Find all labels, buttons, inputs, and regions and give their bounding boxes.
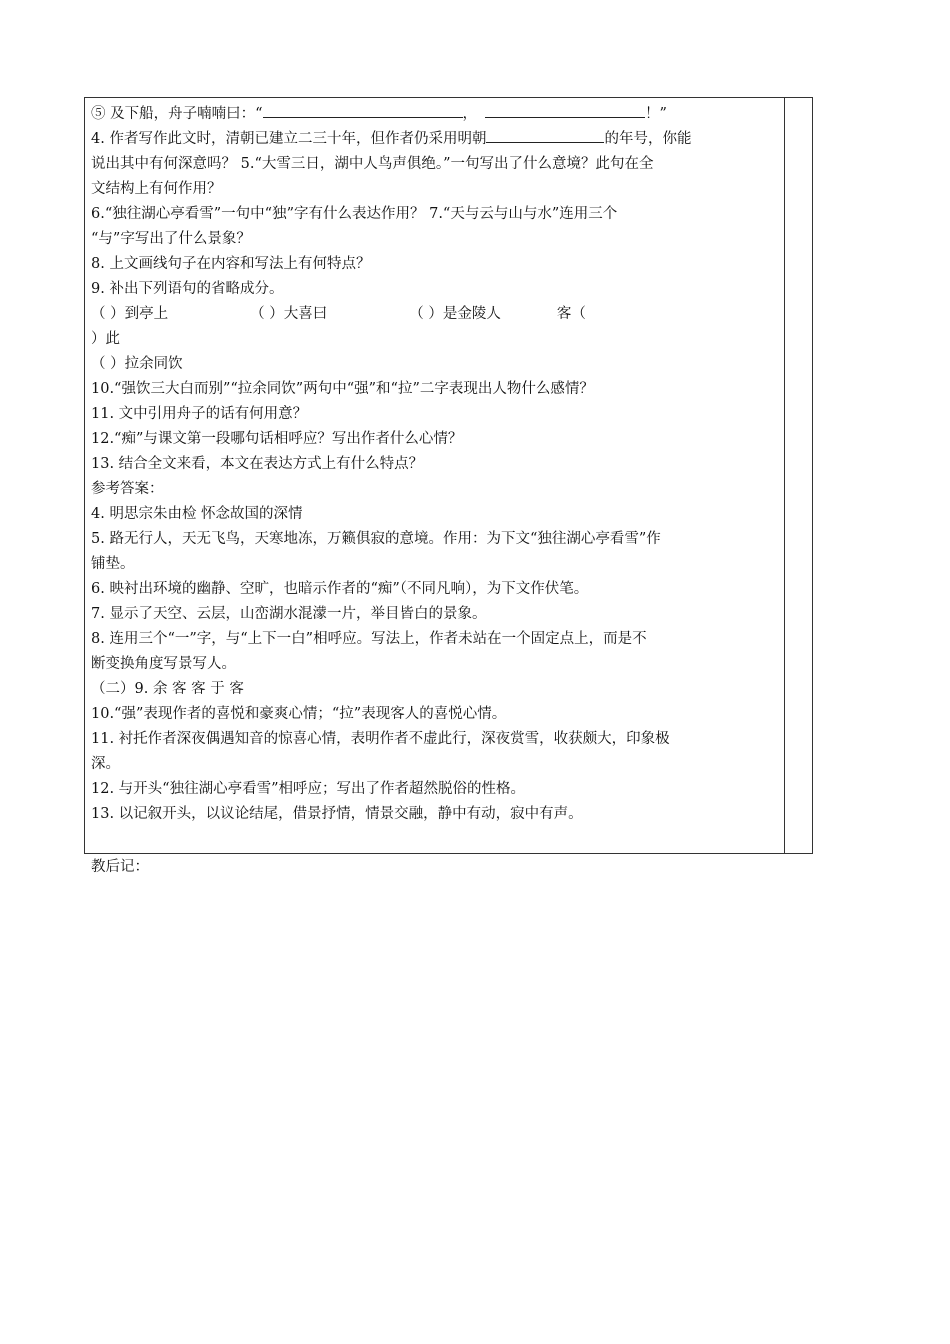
question-9-blanks-row-3 (91, 352, 777, 377)
question-11: 11. 文中引用舟子的话有何用意？ (91, 406, 308, 422)
q4-text-after: 的年号，你能 (604, 131, 692, 147)
question-4-line-2: 说出其中有何深意吗？ 5.“大雪三日，湖中人鸟声俱绝。”一句写出了什么意境？此句在全 (91, 156, 654, 172)
q5-comma: ， (462, 106, 478, 122)
q9-blank-6: （ ）拉余同饮 (91, 356, 183, 372)
question-9: 9. 补出下列语句的省略成分。 (91, 281, 284, 297)
q5-prefix: ⑤ 及下船，舟子喃喃曰：“ (91, 106, 263, 122)
q9-blank-4: 客（ (556, 306, 586, 322)
question-6-line-1: 6.“独往湖心亭看雪”一句中“独”字有什么表达作用？ 7.“天与云与山与水”连用三个 (91, 206, 618, 222)
question-13: 13. 结合全文来看，本文在表达方式上有什么特点？ (91, 456, 424, 472)
question-4-line-1 (91, 127, 777, 152)
answer-5-line-2: 铺垫。 (91, 556, 135, 572)
answer-11-line-1: 11. 衬托作者深夜偶遇知音的惊喜心情，表明作者不虚此行，深夜赏雪，收获颇大，印象极 (91, 731, 670, 747)
question-10: 10.“强饮三大白而别”“拉余同饮”两句中“强”和“拉”二字表现出人物什么感情？ (91, 381, 594, 397)
side-column (784, 98, 812, 853)
answer-11-line-2: 深。 (91, 756, 120, 772)
post-lesson-notes-label: 教后记： (91, 859, 149, 875)
question-4-line-3: 文结构上有何作用？ (91, 181, 222, 197)
answer-8-line-2: 断变换角度写景写人。 (91, 656, 236, 672)
q9-blank-3: （ ）是金陵人 (409, 306, 501, 322)
answer-8-line-1: 8. 连用三个“一”字，与“上下一白”相呼应。写法上，作者未站在一个固定点上，而是不 (91, 631, 647, 647)
q9-blank-2: （ ）大喜曰 (250, 306, 328, 322)
q5-suffix: ！” (645, 106, 667, 122)
answer-13: 13. 以记叙开头，以议论结尾，借景抒情，情景交融，静中有动，寂中有声。 (91, 806, 583, 822)
answers-heading: 参考答案： (91, 481, 164, 497)
answer-9: （二）9. 余 客 客 于 客 (91, 681, 244, 697)
answer-4: 4. 明思宗朱由检 怀念故国的深情 (91, 506, 303, 522)
q5-blank-1 (263, 102, 463, 118)
answer-12: 12. 与开头“独往湖心亭看雪”相呼应；写出了作者超然脱俗的性格。 (91, 781, 525, 797)
question-5-fill (91, 102, 777, 127)
question-9-blanks-row-2 (91, 327, 777, 352)
answer-5-line-1: 5. 路无行人，天无飞鸟，天寒地冻，万籁俱寂的意境。作用：为下文“独往湖心亭看雪”作 (91, 531, 661, 547)
question-9-blanks-row-1 (91, 302, 777, 327)
question-6-line-2: “与”字写出了什么景象？ (91, 231, 251, 247)
question-12: 12.“痴”与课文第一段哪句话相呼应？写出作者什么心情？ (91, 431, 463, 447)
answer-10: 10.“强”表现作者的喜悦和豪爽心情；“拉”表现客人的喜悦心情。 (91, 706, 507, 722)
q4-text-before: 4. 作者写作此文时，清朝已建立二三十年，但作者仍采用明朝 (91, 131, 487, 147)
answer-6: 6. 映衬出环境的幽静、空旷，也暗示作者的“痴”（不同凡响），为下文作伏笔。 (91, 581, 589, 597)
worksheet-table (84, 97, 813, 854)
q9-blank-5: ）此 (91, 331, 120, 347)
worksheet-content (91, 102, 777, 827)
q5-blank-2 (485, 102, 645, 118)
q4-blank (486, 127, 604, 143)
answer-7: 7. 显示了天空、云层，山峦湖水混濛一片，举目皆白的景象。 (91, 606, 487, 622)
question-8: 8. 上文画线句子在内容和写法上有何特点？ (91, 256, 371, 272)
q9-blank-1: （ ）到亭上 (91, 306, 169, 322)
